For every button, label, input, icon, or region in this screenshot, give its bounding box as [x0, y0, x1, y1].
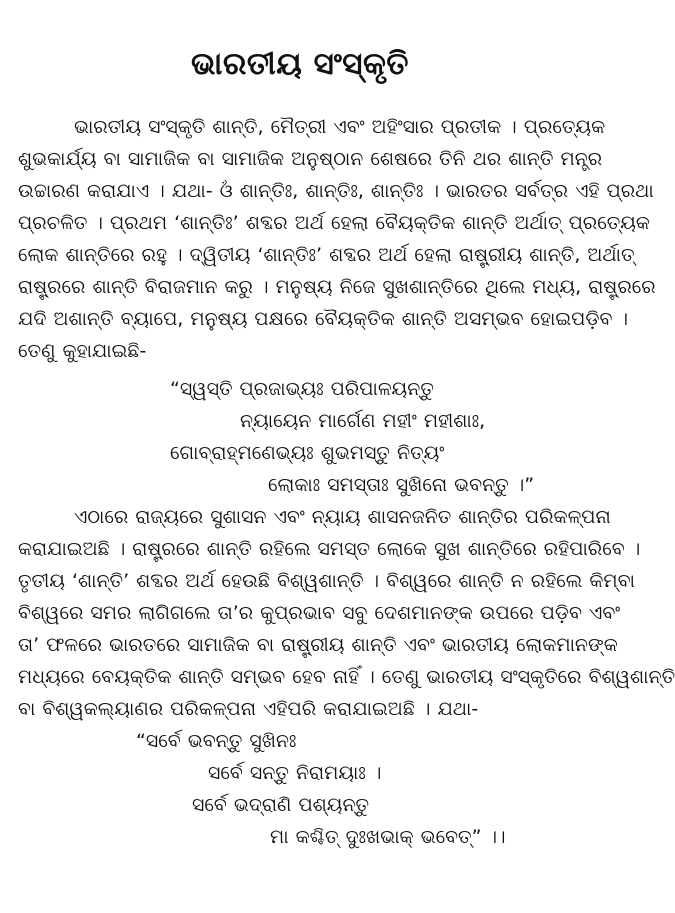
text-line: ଉଚ୍ଚାରଣ କରାଯାଏ । ଯଥା- ଓଁ ଶାନ୍ତିଃ, ଶାନ୍ତିଃ, ଶାନ୍ତିଃ । ଭାରତର ସର୍ବତ୍ର ଏହି ପ୍ରଥା — [18, 180, 654, 202]
page-title: ଭାରତୀୟ ସଂସ୍କୃତି — [190, 46, 410, 82]
verse-line: “ସର୍ବେ ଭବନ୍ତୁ ସୁଖିନଃ — [136, 730, 297, 752]
text-line: ବିଶ୍ୱରେ ସମର ଲାଗିଗଲେ ତା’ର କୁପ୍ରଭାବ ସବୁ ଦେଶମାନଙ୍କ ଉପରେ ପଡ଼ିବ ଏବଂ — [18, 602, 621, 624]
text-line: ତା’ ଫଳରେ ଭାରତରେ ସାମାଜିକ ବା ରାଷ୍ଟ୍ରୀୟ ଶାନ୍ତି ଏବଂ ଭାରତୀୟ ଲୋକମାନଙ୍କ — [18, 634, 618, 656]
text-line: ତେଣୁ କୁହାଯାଇଛି- — [18, 340, 147, 362]
text-line: ଯଦି ଅଶାନ୍ତି ବ୍ୟାପେ, ମନୁଷ୍ୟ ପକ୍ଷରେ ବୈୟକ୍ତିକ ଶାନ୍ତି ଅସମ୍ଭବ ହୋଇପଡ଼ିବ । — [18, 308, 629, 330]
text-line: ପ୍ରଚଳିତ । ପ୍ରଥମ ‘ଶାନ୍ତିଃ’ ଶବ୍ଦର ଅର୍ଥ ହେଲା ବୈୟକ୍ତିକ ଶାନ୍ତି ଅର୍ଥାତ୍ ପ୍ରତ୍ୟେକ — [18, 212, 650, 234]
verse-line: “ସ୍ୱସ୍ତି ପ୍ରଜାଭ୍ୟଃ ପରିପାଳୟନ୍ତୁ — [170, 378, 434, 400]
verse-1 — [18, 373, 582, 501]
verse-line: ଲୋକାଃ ସମସ୍ତାଃ ସୁଖିନୋ ଭବନ୍ତୁ ।” — [268, 474, 535, 496]
text-line: ରାଷ୍ଟ୍ରରେ ଶାନ୍ତି ବିରାଜମାନ କରୁ । ମନୁଷ୍ୟ ନିଜେ ସୁଖଶାନ୍ତିରେ ଥିଲେ ମଧ୍ୟ, ରାଷ୍ଟ୍ରରେ — [18, 276, 656, 298]
verse-line: ମା କଶ୍ଚିତ୍ ଦୁଃଖଭାକ୍ ଭବେତ୍” ।। — [270, 826, 506, 848]
paragraph-2 — [18, 501, 675, 725]
text-line: ଶୁଭକାର୍ଯ୍ୟ ବା ସାମାଜିକ ବା ସାମାଜିକ ଅନୁଷ୍ଠାନ ଶେଷରେ ତିନି ଥର ଶାନ୍ତି ମନ୍ତ୍ର — [18, 148, 603, 170]
text-line: ମଧ୍ୟରେ ବେୟକ୍ତିକ ଶାନ୍ତି ସମ୍ଭବ ହେବ ନାହିଁ । ତେଣୁ ଭାରତୀୟ ସଂସ୍କୃତିରେ ବିଶ୍ୱଶାନ୍ତି — [18, 666, 675, 688]
verse-line: ଗୋବ୍ରାହ୍ମଣେଭ୍ୟଃ ଶୁଭମସ୍ତୁ ନିତ୍ୟଂ — [170, 442, 445, 464]
text-line: ବା ବିଶ୍ୱକଲ୍ୟାଣର ପରିକଳ୍ପନା ଏହିପରି କରାଯାଇଅଛି । ଯଥା- — [18, 698, 479, 720]
text-line: ଲୋକ ଶାନ୍ତିରେ ରହୁ । ଦ୍ୱିତୀୟ ‘ଶାନ୍ତିଃ’ ଶବ୍ଦର ଅର୍ଥ ହେଲା ରାଷ୍ଟ୍ରୀୟ ଶାନ୍ତି, ଅର୍ଥାତ୍ — [18, 244, 635, 266]
verse-line: ସର୍ବେ ସନ୍ତୁ ନିରାମୟାଃ । — [208, 762, 382, 784]
verse-2 — [18, 725, 582, 853]
verse-line: ନ୍ୟାୟେନ ମାର୍ଗେଣ ମହୀଂ ମହୀଶାଃ, — [240, 410, 486, 432]
text-line: ଏଠାରେ ରାଜ୍ୟରେ ସୁଶାସନ ଏବଂ ନ୍ୟାୟ ଶାସନଜନିତ ଶାନ୍ତିର ପରିକଳ୍ପନା — [74, 506, 611, 528]
text-line: ତୃତୀୟ ‘ଶାନ୍ତି’ ଶବ୍ଦର ଅର୍ଥ ହେଉଛି ବିଶ୍ୱଶାନ୍ତି । ବିଶ୍ୱରେ ଶାନ୍ତି ନ ରହିଲେ କିମ୍ବା — [18, 570, 635, 592]
verse-line: ସର୍ବେ ଭଦ୍ରାଣି ପଶ୍ୟନ୍ତୁ — [192, 794, 370, 816]
text-line: କରାଯାଇଅଛି । ରାଷ୍ଟ୍ରରେ ଶାନ୍ତି ରହିଲେ ସମସ୍ତ ଲୋକେ ସୁଖ ଶାନ୍ତିରେ ରହିପାରିବେ । — [18, 538, 641, 560]
text-line: ଭାରତୀୟ ସଂସ୍କୃତି ଶାନ୍ତି, ମୈତ୍ରୀ ଏବଂ ଅହିଂସାର ପ୍ରତୀକ । ପ୍ରତ୍ୟେକ — [74, 116, 606, 138]
paragraph-1 — [18, 111, 656, 367]
